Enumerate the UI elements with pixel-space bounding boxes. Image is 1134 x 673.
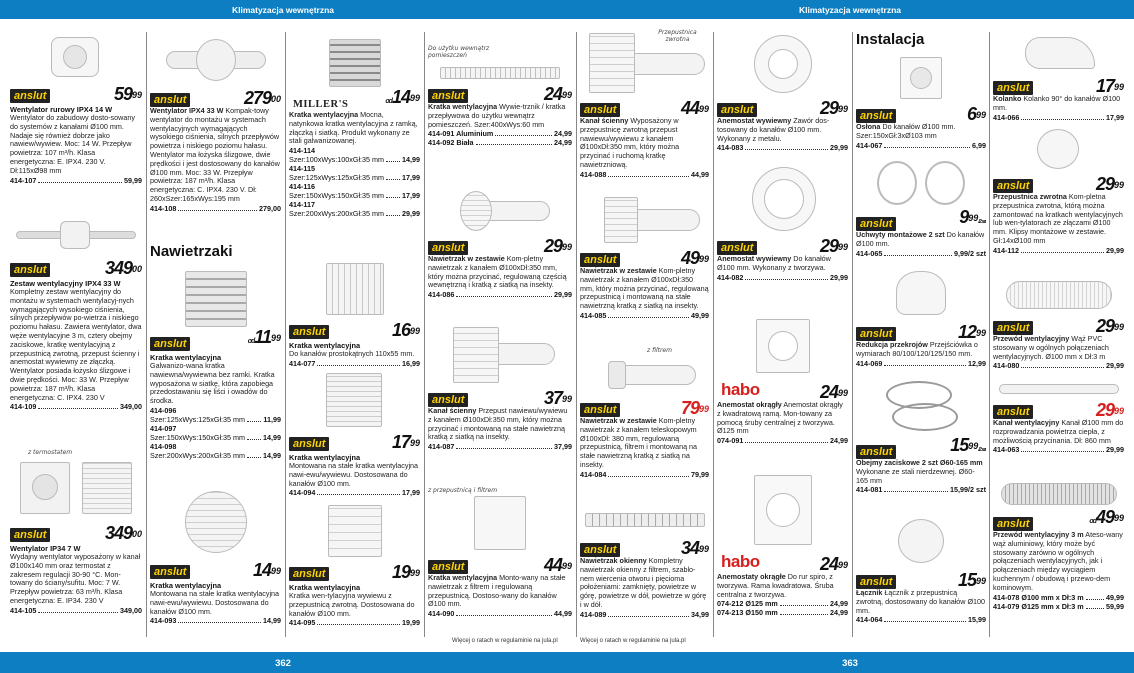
price: $6^{99}$: [966, 104, 986, 124]
divider: [146, 32, 147, 637]
product-414-069: [856, 267, 986, 368]
divider: [852, 32, 853, 637]
brand-logo: anslut: [580, 253, 620, 267]
divider: [424, 32, 425, 637]
sku-row: 414-077 16,99: [289, 358, 420, 368]
sku: 414-117: [289, 200, 315, 210]
product-title: Nawietrzak w zestawie: [428, 254, 505, 263]
sku-row: Szer:100xWys:100xGł:35 mm 14,99: [289, 155, 420, 165]
divider: [713, 32, 714, 637]
sku-row: 414-086 29,99: [428, 290, 572, 300]
brand-logo: anslut: [993, 179, 1033, 193]
sku-row: 414-092 Biała 24,99: [428, 138, 572, 148]
price: $17^{99}$: [1095, 76, 1124, 96]
product-desc: Kratka wentylacyjna Mocna, natynkowa kratka wentylacyjna z ramką, złączką i siatką. Produkt wykonany ze stali galwanizowanej.: [289, 110, 418, 146]
column-3: [289, 19, 420, 652]
sku-row: 414-087 37,99: [428, 442, 572, 452]
product-title: Kanał ścienny: [580, 116, 629, 125]
header-right: Klimatyzacja wewnętrzna: [798, 5, 902, 15]
product-title: Obejmy zaciskowe 2 szt Ø60-165 mm: [856, 458, 983, 467]
alu-hose-image: [999, 479, 1119, 509]
column-4: [428, 19, 572, 652]
sku-row: 074-212 Ø125 mm 24,99: [717, 599, 848, 609]
product-title: Anemostaty okrągłe: [717, 572, 786, 581]
handnote: z filtrem: [647, 347, 672, 354]
product-414-067: [856, 55, 986, 150]
product-414-107: [10, 33, 142, 185]
damper-grille-image: [320, 503, 390, 559]
column-7: [856, 19, 986, 652]
product-desc: Anemostaty okrągłe Do rur spiro, z tworzywa. Rama kwadratowa. Śruba centralna z tworzywa.: [717, 572, 834, 599]
sku: 414-098: [150, 441, 177, 451]
brand-logo: anslut: [993, 321, 1033, 335]
brand-logo: anslut: [150, 565, 190, 579]
price: $49^{99}$: [680, 248, 709, 268]
sku-row: 414-109 349,00: [10, 402, 142, 412]
product-desc: Montowana na stałe kratka wentylacyjna nawi-ewu/wywiewu. Dostosowana do kanałów Ø100 mm.: [150, 589, 280, 616]
section-title-instalacja: Instalacja: [856, 31, 925, 48]
product-title: Kanał wentylacyjny: [993, 418, 1060, 427]
product-414-078: [993, 479, 1124, 611]
brand-logo: anslut: [428, 393, 468, 407]
sku-row: 414-107 59,99: [10, 175, 142, 185]
elbow-image: [1019, 33, 1099, 73]
product-414-105: [10, 449, 142, 615]
reducer-image: [886, 267, 956, 319]
brand-logo: habo: [721, 552, 760, 571]
product-414-084: [580, 349, 709, 479]
product-desc: Przewód wentylacyjny Wąż PVC stosowany w ogólnych połączeniach wentylacyjnych. Ø100 mm x Dł:3 m: [993, 334, 1109, 361]
sku-row: 414-081 15,99/2 szt: [856, 485, 986, 495]
product-414-094: [289, 371, 420, 497]
product-desc: Anemostat wywiewny Do kanałów Ø100 mm. Wykonany z tworzywa.: [717, 254, 831, 272]
product-title: Kratka wentylacyjna: [150, 353, 222, 362]
product-desc: Do kanałów prostokątnych 110x55 mm.: [289, 349, 415, 358]
product-desc: Anemostat okrągły Anemostat okrągły z kwadratową ramą. Mon-towany za pomocą śruby centralnej z tworzywa. Ø125 mm: [717, 400, 843, 436]
product-414-065: [856, 157, 986, 258]
brand-logo: anslut: [150, 337, 190, 351]
product-414-087: [428, 325, 572, 451]
brand-logo: anslut: [10, 528, 50, 542]
sku-row: 414-079 Ø125 mm x Dł:3 m 59,99: [993, 601, 1124, 611]
product-414-114: [289, 37, 420, 218]
vent-kit-tube-image: [450, 189, 550, 233]
product-title: Zestaw wentylacyjny IPX4 33 W: [10, 279, 121, 288]
rect-grille-image: [320, 261, 390, 317]
sku-row: 414-089 34,99: [580, 609, 709, 619]
price: $44^{99}$: [543, 555, 572, 575]
divider: [576, 32, 577, 637]
price: $od49^{99}$: [1089, 507, 1124, 527]
price: $37^{99}$: [543, 388, 572, 408]
connector-image: [886, 515, 956, 567]
sku-row: 414-069 12,99: [856, 358, 986, 368]
product-414-063: [993, 381, 1124, 454]
price: $od11^{99}$: [247, 327, 281, 347]
product-desc: Kanał ścienny Wyposażony w przepustnicę zwrotną przepust nawiewu/wywiewu z kanałem Ø100xDł:350 mm, który można przycinać i ruchomą kratkę nawietrzniową.: [580, 116, 680, 169]
brand-logo: anslut: [289, 567, 329, 581]
price: $15^{99}$: [957, 570, 986, 590]
product-desc: Łącznik Łącznik z przepustnicą zwrotną, dostosowany do kanałów Ø100 mm.: [856, 588, 986, 615]
product-desc: Przewód wentylacyjny 3 m Ateso-wany wąż aluminiowy, który może być stosowany zarówno w ogólnych połączeniach wentylacyjnych, jak i połączeniach między wyciągiem kuchennym / obudową i przewo-dem kominowym.: [993, 530, 1123, 592]
brand-logo: anslut: [289, 325, 329, 339]
price: $44^{99}$: [680, 98, 709, 118]
product-074-091: [717, 317, 848, 445]
slot-vent-image: [440, 65, 560, 81]
handnote: Przepustnica zwrotna: [658, 29, 697, 43]
sku: 414-115: [289, 164, 315, 174]
sku: 414-116: [289, 182, 315, 192]
vent-kit-image: [590, 195, 700, 245]
round-grille-image: [181, 489, 251, 557]
sku-row: 414-082 29,99: [717, 272, 848, 282]
price: $15^{99}/2$ szt: [950, 435, 986, 455]
sku-row: 414-065 9,99/2 szt: [856, 248, 986, 258]
product-desc: Kratka wentylacyjna Wywie-trznik / kratka przepływowa do użytku wewnątrz pomieszczeń. Szer:400xWys:60 mm: [428, 102, 566, 129]
product-desc: Kanał wentylacyjny Kanał Ø100 mm do rozprowadzania powietrza ciepła, z możliwością przycinania. Dł: 860 mm: [993, 418, 1124, 445]
product-title: Kanał ścienny: [428, 406, 477, 415]
product-title: Anemostat wywiewny: [717, 254, 792, 263]
sku-row: 414-080 29,99: [993, 361, 1124, 371]
footer-band: [0, 652, 1134, 673]
square-diffuser-image: [748, 317, 818, 379]
handnote: z przepustnicą i filtrem: [428, 487, 498, 494]
section-title-nawietrzaki: Nawietrzaki: [150, 243, 233, 260]
product-desc: Przepustnica zwrotna Kom-pletna przepustnica zwrotna, którą można zamontować na kratkach wentylacyjnych lub wen-tylatorach ze złączami Ø100 mm. Klipsy montażowe w zestawie. Gł:14xØ100 mm: [993, 192, 1123, 245]
product-desc: Osłona Do kanałów Ø100 mm. Szer:150xGł:3xØ103 mm: [856, 122, 956, 140]
product-title: Kratka wentylacyjna: [289, 583, 361, 592]
product-title: Kratka wentylacyjna: [289, 453, 361, 462]
product-title: Wentylator IP34 7 W: [10, 544, 81, 553]
product-desc: Galwanizo-wana kratka nawiewna/wywiewna bez ramki. Kratka wyposażona w siatkę, która zapobiega przedostawaniu się liści i owadów do środka.: [150, 361, 275, 406]
product-desc: Anemostat wywiewny Zawór dos-tosowany do kanałów Ø100 mm. Wykonany z metalu.: [717, 116, 830, 143]
product-414-077: [289, 261, 420, 368]
plastic-diffuser-image: [748, 165, 818, 233]
price: $59^{99}$: [113, 84, 142, 104]
metal-diffuser-image: [748, 33, 818, 95]
sku-row: 414-091 Aluminium 24,99: [428, 129, 572, 139]
sku-row: 414-084 79,99: [580, 469, 709, 479]
header-band: [0, 0, 1134, 19]
sku-row: 414-108 279,00: [150, 203, 281, 213]
brand-logo: anslut: [856, 109, 896, 123]
product-title: Przepustnica zwrotna: [993, 192, 1067, 201]
product-title: Kratka wentylacyjna: [289, 110, 359, 119]
product-title: Nawietrzak w zestawie: [580, 266, 657, 275]
product-desc: Kolanko Kolanko 90° do kanałów Ø100 mm.: [993, 94, 1121, 112]
check-valve-image: [1029, 127, 1089, 171]
sku-row: 414-093 14,99: [150, 616, 281, 626]
sku-row: 414-067 6,99: [856, 140, 986, 150]
product-title: Redukcja przekrojów: [856, 340, 928, 349]
handnote: z termostatem: [28, 449, 73, 456]
brand-logo: habo: [721, 380, 760, 399]
sku-row: Szer:125xWys:125xGł:35 mm 11,99: [150, 414, 281, 424]
product-desc: Kratka wentylacyjna Monto-wany na stałe nawietrzak z filtrem i regulowaną przepustnicą. Dostoso-wany do kanałów Ø100 mm.: [428, 573, 566, 609]
brand-logo: anslut: [993, 81, 1033, 95]
product-414-096: [150, 269, 281, 460]
sku-row: 414-078 Ø100 mm x Dł:3 m 49,99: [993, 592, 1124, 602]
brand-logo: anslut: [993, 517, 1033, 531]
product-414-064: [856, 515, 986, 624]
sku-row: 414-105 349,00: [10, 605, 142, 615]
price: $12^{99}$: [957, 322, 986, 342]
price: $279^{00}$: [243, 88, 281, 108]
sku-row: 414-063 29,99: [993, 445, 1124, 455]
product-414-086: [428, 189, 572, 299]
telescopic-vent-image: [590, 349, 700, 395]
brand-logo: MILLER'S: [293, 99, 349, 110]
duct-pipe-image: [999, 381, 1119, 397]
price: $14^{99}$: [252, 560, 281, 580]
brand-logo: anslut: [580, 543, 620, 557]
installment-note: Więcej o ratach w regulaminie na jula.pl: [580, 638, 686, 644]
brand-logo: anslut: [856, 445, 896, 459]
product-title: Kratka wentylacyjna: [428, 102, 498, 111]
product-desc: Kanał ścienny Przepust nawiewu/wywiewu z kanałem Ø100xDł:350 mm, który można przycinać i montowaną na stałe nawietrzną kratką z siatką na insekty.: [428, 406, 568, 442]
product-414-090: [428, 487, 572, 618]
brand-logo: anslut: [993, 405, 1033, 419]
price: $29^{99}$: [1095, 174, 1124, 194]
steel-grille-image: [325, 37, 385, 89]
page-number-left: 362: [275, 658, 291, 669]
duct-fan-image: [41, 33, 111, 81]
price: $29^{99}$: [543, 236, 572, 256]
product-414-091: [428, 45, 572, 147]
inline-fan-image: [166, 37, 266, 85]
brand-logo: anslut: [580, 103, 620, 117]
brand-logo: anslut: [10, 263, 50, 277]
product-414-082: [717, 165, 848, 282]
column-1: [10, 19, 142, 652]
product-title: Kratka wentylacyjna: [150, 581, 222, 590]
price: $79^{99}$: [680, 398, 709, 418]
product-desc: Wentylator do zabudowy dosto-sowany do systemów z kanałami Ø100 mm. Nadaje się również dobrze jako nawiew/wywiew. Moc: 14 W. Przepływ powietrza: 107 m³/h. Klasa energetyczna: E. IPX4. 230 V. Dł:115xØ98 mm: [10, 113, 135, 175]
column-2: [150, 19, 281, 652]
brand-logo: anslut: [856, 327, 896, 341]
sku-row: 074-213 Ø150 mm 24,99: [717, 608, 848, 618]
product-desc: Montowana na stałe kratka wentylacyjna nawi-ewu/wywiewu. Dostosowana do kanałów Ø100 mm.: [289, 461, 419, 488]
sku-row: 414-088 44,99: [580, 169, 709, 179]
wall-fan-image: [16, 456, 136, 520]
price: $24^{99}$: [819, 554, 848, 574]
product-desc: Kompletny zestaw wentylacyjny do montażu w systemach wentylacyj-nych wymagających wysokiego ciśnienia, silnych przepływów po-wietrza i niskiego poziomu hałasu. Zawiera wentylator, dwa węże wentylacyjne 3 m, cztery obejmy zaciskowe, kratkę wentylacyjną z przepustnicą zwrotną, przepust ścienny i anemostat wywiewny ze złączką. Wentylator posiada łożysko ślizgowe i dwie prędkości. Moc: 33 W. Przepływ powietrza: 187 m³/h. Klasa energetyczna: C. IPX4. 230 V: [10, 287, 142, 402]
product-414-112: [993, 127, 1124, 255]
product-074-212: [717, 471, 848, 617]
price: $349^{00}$: [104, 523, 142, 543]
sku-row: 414-090 44,99: [428, 609, 572, 619]
price: $29^{99}$: [819, 98, 848, 118]
wall-duct-image: [445, 325, 555, 385]
product-desc: Nawietrzak okienny Kompletny nawietrzak okienny z filtrem, szablo-nem wiercenia otworu i pięcioma położeniami: zamknięty, powietrze w górę, powietrze w dół, powietrze w górę i w dół.: [580, 556, 707, 609]
product-title: Kratka wentylacyjna: [428, 573, 498, 582]
product-desc: Obejmy zaciskowe 2 szt Ø60-165 mm Wykonane ze stali nierdzewnej. Ø60-165 mm: [856, 458, 983, 485]
divider: [989, 32, 990, 637]
product-title: Łącznik: [856, 588, 883, 597]
brand-logo: anslut: [10, 89, 50, 103]
product-414-066: [993, 33, 1124, 122]
price: $17^{99}$: [391, 432, 420, 452]
sku-row: 414-085 49,99: [580, 310, 709, 320]
sku-row: 414-095 19,99: [289, 618, 420, 628]
price: $od14^{99}$: [385, 87, 420, 107]
installment-note: Więcej o ratach w regulaminie na jula.pl: [452, 638, 558, 644]
product-414-108: [150, 37, 281, 213]
product-title: Przewód wentylacyjny: [993, 334, 1070, 343]
price: $9^{99}/2$ szt: [959, 207, 986, 227]
price: $29^{99}$: [1095, 400, 1124, 420]
page-number-right: 363: [842, 658, 858, 669]
sku-row: Szer:125xWys:125xGł:35 mm 17,99: [289, 173, 420, 183]
column-8: [993, 19, 1124, 652]
brand-logo: anslut: [150, 93, 190, 107]
product-title: Anemostat okrągły: [717, 400, 782, 409]
product-desc: Redukcja przekrojów Przejściówka o wymiarach 80/100/120/125/150 mm.: [856, 340, 978, 358]
brand-logo: anslut: [580, 403, 620, 417]
column-6: [717, 19, 848, 652]
price: $29^{99}$: [819, 236, 848, 256]
pvc-hose-image: [1004, 277, 1114, 313]
window-vent-image: [585, 507, 705, 535]
price: $349^{00}$: [104, 258, 142, 278]
sku: 414-096: [150, 405, 177, 415]
price: $24^{99}$: [543, 84, 572, 104]
sku-row: Szer:150xWys:150xGł:35 mm 14,99: [150, 432, 281, 442]
product-desc: Nawietrzak w zestawie Kom-pletny nawietrzak z kanałem teleskopowym Ø100xDł: 380 mm, regulowaną przepustnicą, filtrem i montowaną na stałe nawietrzną kratką z siatką na insekty.: [580, 416, 698, 469]
product-desc: Uchwyty montażowe 2 szt Do kanałów Ø100 mm.: [856, 230, 985, 248]
brand-logo: anslut: [717, 241, 757, 255]
square-diffuser-large-image: [748, 471, 818, 551]
header-left: Klimatyzacja wewnętrzna: [231, 5, 335, 15]
price: $24^{99}$: [819, 382, 848, 402]
product-title: Wentylator IPX4 33 W: [150, 106, 224, 115]
brand-logo: anslut: [856, 217, 896, 231]
brand-logo: anslut: [856, 575, 896, 589]
square-grille-image: [320, 371, 390, 429]
product-title: Anemostat wywiewny: [717, 116, 792, 125]
product-414-080: [993, 277, 1124, 370]
product-414-089: [580, 507, 709, 619]
divider: [285, 32, 286, 637]
product-title: Kolanko: [993, 94, 1022, 103]
product-414-083: [717, 33, 848, 152]
sku-row: Szer:200xWys:200xGł:35 mm 14,99: [150, 450, 281, 460]
damper-duct-image: [585, 29, 705, 95]
sku-row: 414-064 15,99: [856, 615, 986, 625]
product-title: Przewód wentylacyjny 3 m: [993, 530, 1084, 539]
price: $16^{99}$: [391, 320, 420, 340]
brand-logo: anslut: [717, 103, 757, 117]
price: $19^{99}$: [391, 562, 420, 582]
price: $34^{99}$: [680, 538, 709, 558]
product-title: Nawietrzak okienny: [580, 556, 647, 565]
product-414-109: [10, 215, 142, 411]
product-desc: Wentylator IPX4 33 W Kompak-towy wentylator do montażu w systemach wentylacyjnych wymagających wysokiego ciśnienia, silnych przepływów powietrza i niskiego poziomu hałasu. Wentylator ma łożyska ślizgowe, dwie prędkości i jest dostosowany do kanałów Ø100 mm. Moc: 33 W. Przepływ powietrza: 187 m³/h. Klasa energetyczna: C. IPX4. 230 V. Dł: 260xSzer:165xWys:195 mm: [150, 106, 280, 203]
sku-row: Szer:150xWys:150xGł:35 mm 17,99: [289, 191, 420, 201]
sku-row: 414-094 17,99: [289, 488, 420, 498]
sku-row: 414-066 17,99: [993, 112, 1124, 122]
product-414-081: [856, 377, 986, 494]
sku-row: 414-112 29,99: [993, 245, 1124, 255]
product-title: Nawietrzak w zestawie: [580, 416, 657, 425]
price: $29^{99}$: [1095, 316, 1124, 336]
product-title: Uchwyty montażowe 2 szt: [856, 230, 945, 239]
product-title: Osłona: [856, 122, 881, 131]
column-5: [580, 19, 709, 652]
brand-logo: anslut: [428, 560, 468, 574]
vent-kit-image: [16, 215, 136, 255]
filter-vent-image: [470, 494, 530, 552]
louver-grille-image: [181, 269, 251, 329]
product-desc: Nawietrzak w zestawie Kom-pletny nawietrzak z kanałem Ø100xDł:350 mm, który można przycinać, regulowaną przepustnicą i montowaną na stałe nawietrzną kratką z siatką na insekty.: [580, 266, 709, 311]
product-title: Wentylator rurowy IPX4 14 W: [10, 105, 113, 114]
product-desc: Nawietrzak w zestawie Kom-pletny nawietrzak z kanałem Ø100xDł:350 mm, który można przycinać, regulowaną częścią wewnętrzną i kratką z siatką na insekty.: [428, 254, 567, 290]
product-414-095: [289, 503, 420, 627]
product-414-093: [150, 489, 281, 625]
sku-row: Szer:200xWys:200xGł:35 mm 29,99: [289, 209, 420, 219]
handnote: Do użytku wewnątrz pomieszczeń: [428, 45, 490, 59]
cover-plate-image: [886, 55, 956, 101]
product-414-088: [580, 29, 709, 179]
sku: 414-097: [150, 423, 177, 433]
product-title: Kratka wentylacyjna: [289, 341, 361, 350]
product-414-085: [580, 195, 709, 320]
hose-clamps-image: [876, 377, 966, 437]
brand-logo: anslut: [428, 241, 468, 255]
sku-row: 074-091 24,99: [717, 436, 848, 446]
brand-logo: anslut: [428, 89, 468, 103]
sku-row: 414-083 29,99: [717, 143, 848, 153]
product-desc: Wydajny wentylator wyposażony w kanał Ø100x140 mm oraz termostat z zakresem regulacji 30-90 °C. Mon-towany do ściany/sufitu. Moc: 7 W. Przepływ powietrza: 63 m³/h. Klasa energetyczna: E. IP34. 230 V: [10, 552, 141, 605]
mounting-clamps-image: [871, 157, 971, 209]
brand-logo: anslut: [289, 437, 329, 451]
sku: 414-114: [289, 146, 315, 156]
product-desc: Kratka wen-tylacyjna wywiewu z przepustnicą zwrotną. Dostosowana do kanałów Ø100 mm.: [289, 591, 415, 618]
